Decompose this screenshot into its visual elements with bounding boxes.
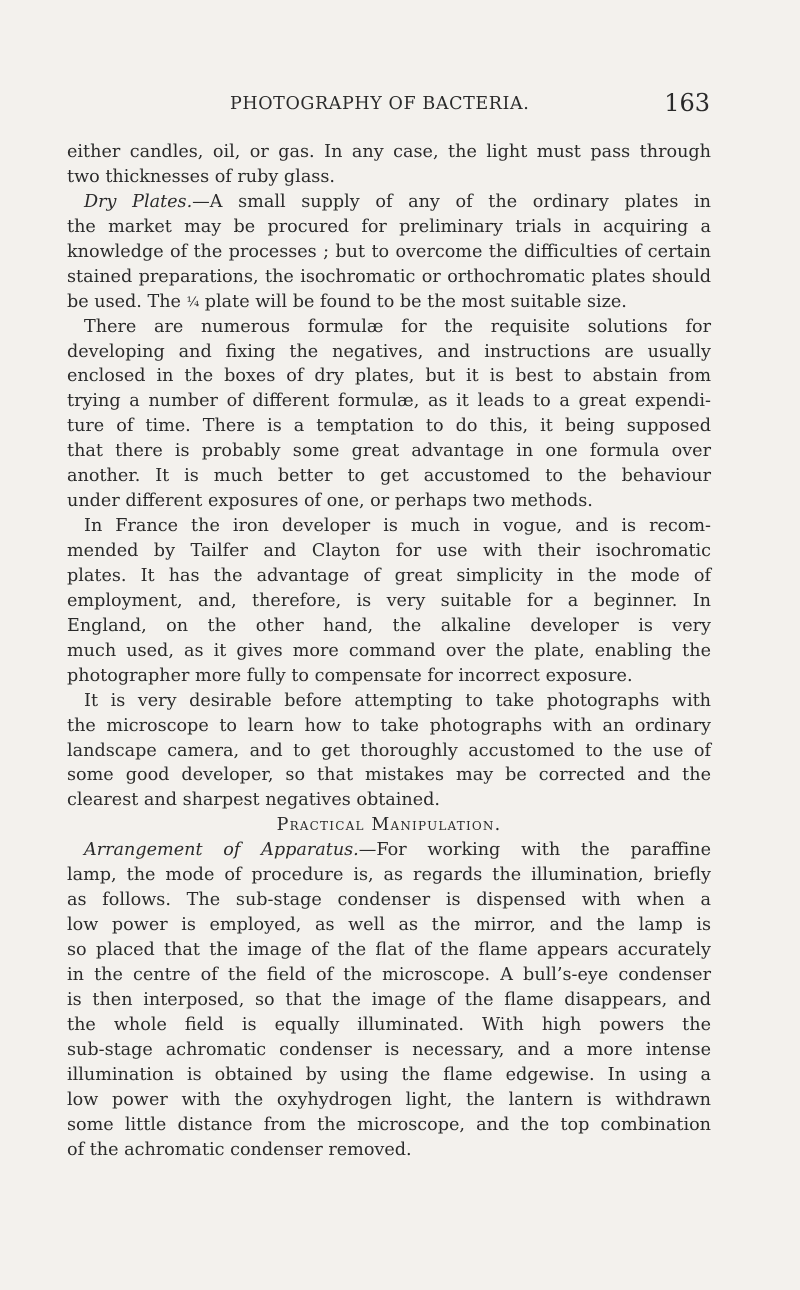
text-line: some little distance from the microscope, and the top combination: [67, 1114, 711, 1135]
body-text: [67, 140, 711, 1162]
page-header: [230, 89, 710, 124]
text-line: under different exposures of one, or perhaps two methods.: [67, 491, 593, 512]
text-line: It is very desirable before attempting to take photographs with: [84, 690, 711, 711]
paragraph-start-arrangement: [67, 838, 711, 863]
text-line: mended by Tailfer and Clayton for use with their isochromatic: [67, 541, 711, 561]
text-line: either candles, oil, or gas. In any case, the light must pass through: [67, 142, 711, 162]
text-line: stained preparations, the isochromatic or orthochromatic plates should: [67, 266, 711, 287]
text-line: low power with the oxyhydrogen light, the lantern is withdrawn: [67, 1089, 711, 1110]
text-line: much used, as it gives more command over the plate, enabling the: [67, 640, 711, 661]
fraction-quarter: ¼: [186, 294, 200, 310]
text-line: developing and fixing the negatives, and instructions are usually: [67, 341, 711, 362]
text-line: landscape camera, and to get thoroughly accustomed to the use of: [67, 740, 711, 761]
text-line: another. It is much better to get accustomed to the behaviour: [67, 466, 711, 487]
text-line: photographer more fully to compensate for incorrect exposure.: [67, 665, 633, 686]
run-in-heading-dry-plates: Dry Plates.: [84, 191, 193, 212]
text-line: in the centre of the field of the microscope. A bull’s-eye condenser: [67, 964, 711, 985]
text-line: illumination is obtained by using the flame edgewise. In using a: [67, 1064, 711, 1085]
text-line: lamp, the mode of procedure is, as regards the illumination, briefly: [67, 865, 711, 886]
text-line: In France the iron developer is much in vogue, and is recom-: [84, 516, 711, 537]
text-line: two thicknesses of ruby glass.: [67, 166, 335, 187]
run-in-heading-arrangement: Arrangement of Apparatus.: [84, 840, 359, 861]
text-run: —A small supply of any of the ordinary plates in: [192, 191, 711, 212]
text-line: some good developer, so that mistakes may be corrected and the: [67, 765, 711, 786]
text-run: plate will be found to be the most suitable size.: [199, 291, 627, 312]
paragraph-start-dry-plates: [67, 190, 711, 215]
text-line: clearest and sharpest negatives obtained.: [67, 790, 440, 811]
text-line: plates. It has the advantage of great simplicity in the mode of: [67, 565, 711, 586]
text-line: so placed that the image of the flat of the flame appears accurately: [67, 940, 711, 960]
text-line: enclosed in the boxes of dry plates, but it is best to abstain from: [67, 366, 711, 387]
running-head: PHOTOGRAPHY OF BACTERIA.: [230, 94, 530, 114]
text-line: of the achromatic condenser removed.: [67, 1139, 412, 1160]
text-line: low power is employed, as well as the mirror, and the lamp is: [67, 915, 711, 936]
text-line: the whole field is equally illuminated. With high powers the: [67, 1014, 711, 1035]
section-heading: Practical Manipulation.: [276, 815, 502, 836]
text-line: the market may be procured for preliminary trials in acquiring a: [67, 216, 711, 237]
text-line: the microscope to learn how to take photographs with an ordinary: [67, 715, 711, 736]
text-line-with-fraction: [67, 290, 711, 315]
text-run: be used. The: [67, 291, 187, 312]
text-line: trying a number of different formulæ, as it leads to a great expendi-: [67, 391, 711, 412]
text-line: employment, and, therefore, is very suitable for a beginner. In: [67, 590, 711, 611]
page-number: 163: [664, 89, 710, 117]
text-line: sub-stage achromatic condenser is necessary, and a more intense: [67, 1039, 711, 1060]
text-line: England, on the other hand, the alkaline developer is very: [67, 615, 711, 636]
text-line: that there is probably some great advantage in one formula over: [67, 441, 711, 462]
text-line: as follows. The sub-stage condenser is dispensed with when a: [67, 890, 711, 911]
text-run: —For working with the paraffine: [358, 840, 712, 861]
text-line: knowledge of the processes ; but to overcome the difficulties of certain: [67, 241, 711, 262]
text-line: There are numerous formulæ for the requisite solutions for: [84, 316, 711, 337]
text-line: ture of time. There is a temptation to do this, it being supposed: [67, 416, 711, 437]
text-line: is then interposed, so that the image of the flame disappears, and: [67, 989, 711, 1010]
